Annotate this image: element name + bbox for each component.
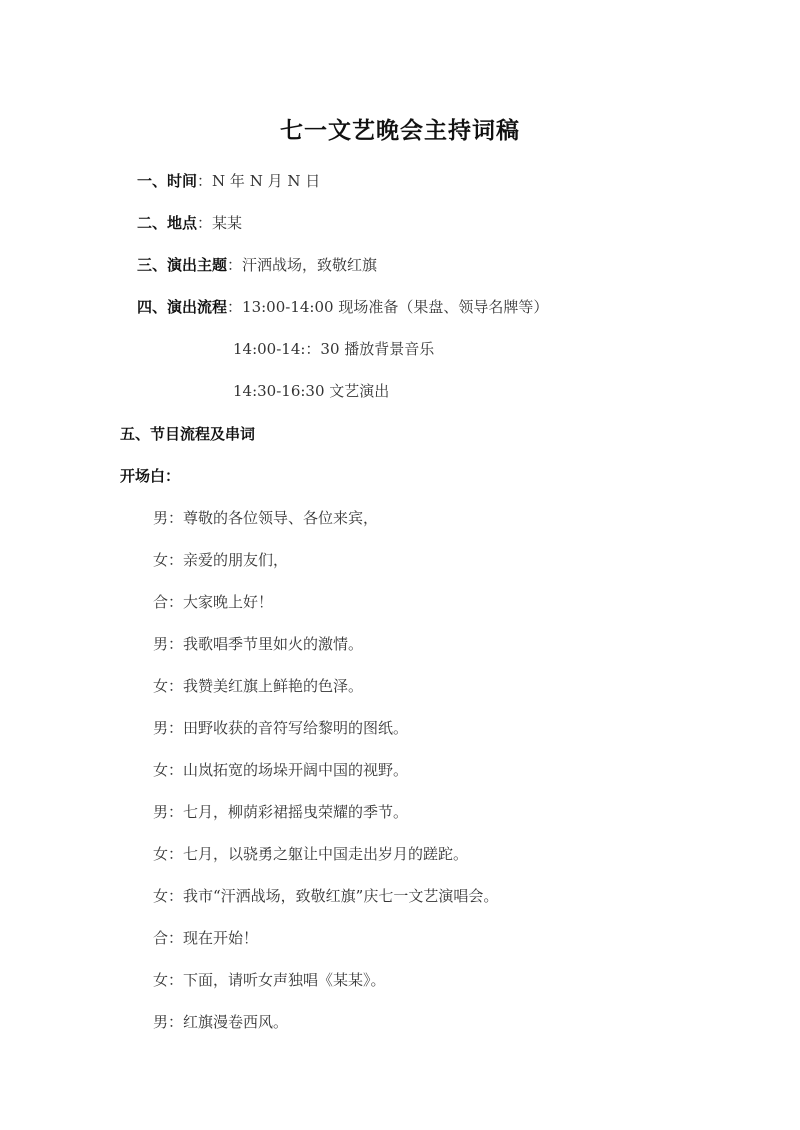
- info-program-flow-value: 13:00-14:00 现场准备（果盘、领导名牌等）: [242, 298, 549, 316]
- dialogue-line: [153, 634, 363, 654]
- dialogue-speaker: 女：: [153, 845, 184, 863]
- info-location: [137, 213, 242, 233]
- dialogue-line: [153, 508, 378, 528]
- dialogue-text: 山岚拓宽的场垛开阔中国的视野。: [183, 761, 409, 779]
- info-program-flow: [137, 297, 548, 317]
- document-title: 七一文艺晚会主持词稿: [280, 118, 520, 144]
- dialogue-text: 我歌唱季节里如火的激情。: [183, 635, 364, 653]
- dialogue-line: [153, 928, 258, 948]
- dialogue-speaker: 男：: [153, 1013, 184, 1031]
- info-theme-label: 三、演出主题: [137, 256, 228, 274]
- dialogue-text: 七月，柳荫彩裙摇曳荣耀的季节。: [183, 803, 409, 821]
- dialogue-speaker: 男：: [153, 719, 184, 737]
- dialogue-text: 亲爱的朋友们，: [183, 551, 289, 569]
- info-location-sep: ：: [197, 214, 213, 232]
- dialogue-line: [153, 676, 363, 696]
- dialogue-text: 大家晚上好！: [183, 593, 274, 611]
- dialogue-speaker: 女：: [153, 761, 184, 779]
- dialogue-speaker: 合：: [153, 929, 184, 947]
- info-location-value: 某某: [212, 214, 243, 232]
- dialogue-line: [153, 886, 498, 906]
- schedule-item-music: 14:00-14:：30 播放背景音乐: [233, 340, 435, 358]
- schedule-item-performance: 14:30-16:30 文艺演出: [233, 382, 390, 400]
- info-program-flow-label: 四、演出流程: [137, 298, 228, 316]
- dialogue-text: 尊敬的各位领导、各位来宾，: [183, 509, 379, 527]
- dialogue-speaker: 男：: [153, 509, 184, 527]
- dialogue-line: [153, 802, 408, 822]
- dialogue-speaker: 合：: [153, 593, 184, 611]
- dialogue-speaker: 女：: [153, 971, 184, 989]
- dialogue-text: 下面，请听女声独唱《某某》。: [183, 971, 386, 989]
- dialogue-text: 现在开始！: [183, 929, 259, 947]
- info-program-flow-sep: ：: [227, 298, 243, 316]
- dialogue-line: [153, 844, 468, 864]
- dialogue-line: [153, 718, 408, 738]
- dialogue-speaker: 男：: [153, 635, 184, 653]
- dialogue-speaker: 女：: [153, 677, 184, 695]
- dialogue-line: [153, 970, 386, 990]
- dialogue-text: 红旗漫卷西风。: [183, 1013, 289, 1031]
- dialogue-speaker: 女：: [153, 887, 184, 905]
- dialogue-line: [153, 760, 408, 780]
- dialogue-line: [153, 592, 273, 612]
- info-time: [137, 171, 320, 191]
- section-heading: 五、节目流程及串词: [120, 425, 256, 443]
- dialogue-text: 我赞美红旗上鲜艳的色泽。: [183, 677, 364, 695]
- info-time-value: N 年 N 月 N 日: [212, 172, 321, 190]
- dialogue-line: [153, 550, 288, 570]
- info-theme-sep: ：: [227, 256, 243, 274]
- info-time-label: 一、时间: [137, 172, 198, 190]
- info-theme: [137, 255, 377, 275]
- dialogue-text: 我市“汗洒战场，致敬红旗”庆七一文艺演唱会。: [183, 887, 499, 905]
- dialogue-line: [153, 1012, 288, 1032]
- dialogue-speaker: 男：: [153, 803, 184, 821]
- info-location-label: 二、地点: [137, 214, 198, 232]
- dialogue-speaker: 女：: [153, 551, 184, 569]
- opening-label: 开场白：: [120, 467, 181, 485]
- dialogue-text: 田野收获的音符写给黎明的图纸。: [183, 719, 409, 737]
- info-theme-value: 汗洒战场，致敬红旗: [242, 256, 378, 274]
- info-time-sep: ：: [197, 172, 213, 190]
- dialogue-text: 七月，以骁勇之躯让中国走出岁月的蹉跎。: [183, 845, 469, 863]
